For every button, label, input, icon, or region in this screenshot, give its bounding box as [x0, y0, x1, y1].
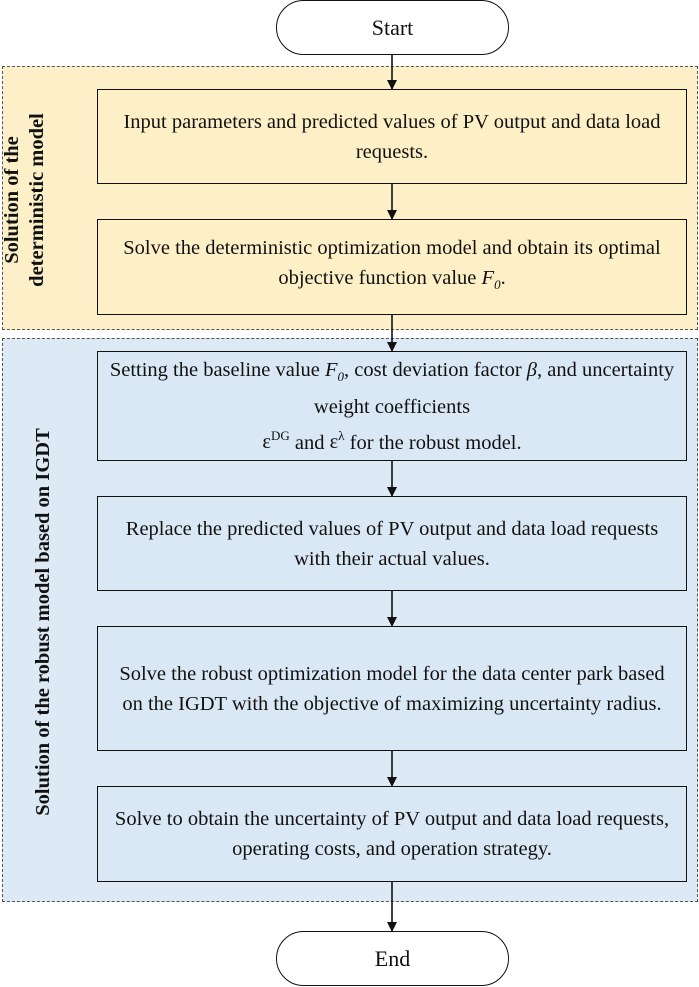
robust-label-text: Solution of the robust model based on IGDT: [31, 428, 54, 816]
step-solve-final: [97, 786, 687, 882]
end-label: End: [374, 945, 411, 971]
step-solve-deterministic: [97, 219, 687, 315]
step-setting-text: Setting the baseline value $F_0$, cost deviation factor β, and uncertainty weight coefficients $\varepsilon^{DG}$ and $\varepsilon^\lambda$ for the robust model.: [109, 358, 675, 454]
symbol-beta: β: [526, 358, 537, 381]
step-solve-robust: [97, 626, 687, 751]
symbol-eps-lambda: $\varepsilon^\lambda$: [329, 428, 345, 454]
step-replace-values: [97, 496, 687, 591]
symbol-F0: $F_0$: [481, 267, 501, 293]
start-terminal: [276, 0, 509, 55]
symbol-F0-baseline: $F_0$: [325, 358, 345, 384]
deterministic-label-line1: Solution of the: [1, 136, 23, 264]
step-input-text: Input parameters and predicted values of PV output and data load requests.: [123, 110, 661, 163]
deterministic-label-line2: deterministic model: [26, 113, 48, 287]
step-solve-robust-text: Solve the robust optimization model for the data center park based on the IGDT with the objective of maximizing uncertainty radius.: [119, 662, 665, 715]
end-terminal: [276, 931, 509, 986]
step-setting-baseline: [97, 351, 687, 461]
start-label: Start: [371, 14, 414, 40]
step-solve-det-text: Solve the deterministic optimization model and obtain its optimal objective function value $F_0$.: [123, 237, 661, 293]
step-solve-final-text: Solve to obtain the uncertainty of PV output and data load requests, operating costs, and operation strategy.: [114, 808, 670, 860]
step-replace-text: Replace the predicted values of PV output and data load requests with their actual values.: [125, 517, 659, 570]
symbol-eps-dg: $\varepsilon^{DG}$: [262, 428, 290, 454]
step-input-parameters: [97, 89, 687, 184]
